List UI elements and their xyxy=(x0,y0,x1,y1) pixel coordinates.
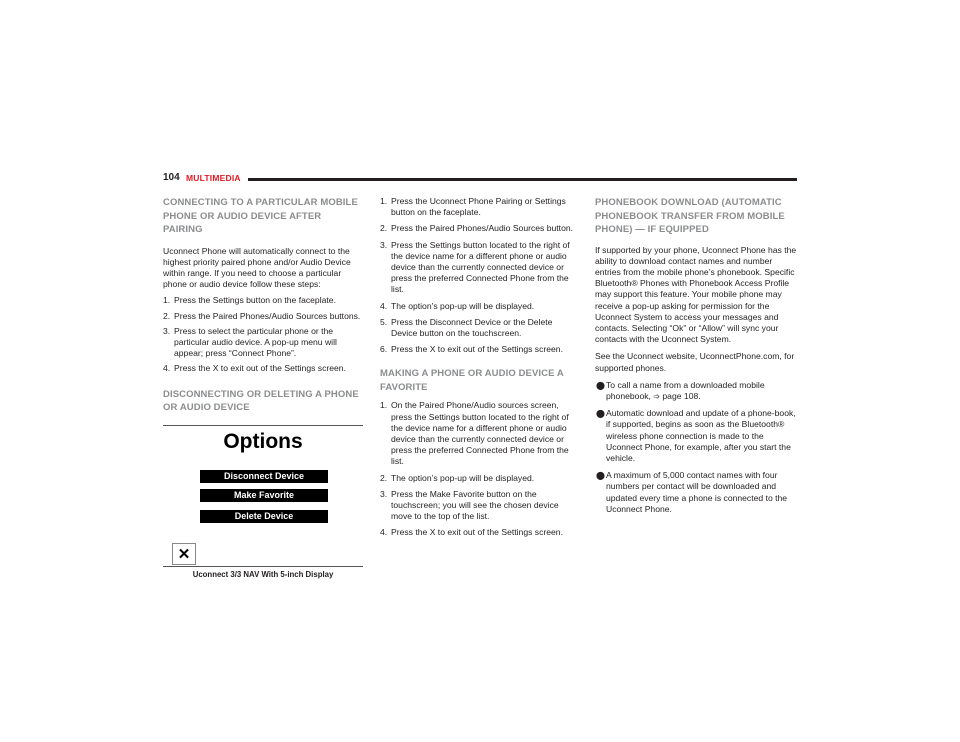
list-item: 6. Press the X to exit out of the Settings screen. xyxy=(380,344,563,355)
page-number: 104 xyxy=(163,172,180,183)
list-item: ⬤ To call a name from a downloaded mobile phonebook, ➩ page 108. xyxy=(596,379,765,401)
header-rule xyxy=(248,178,797,181)
options-figure xyxy=(163,425,363,579)
heading-disconnecting: DISCONNECTING OR DELETING A PHONE OR AUDIO DEVICE xyxy=(163,388,359,414)
list-item: 4. Press the X to exit out of the Settings screen. xyxy=(163,363,346,374)
list-item: 1. Press the Settings button on the faceplate. xyxy=(163,295,336,306)
heading-connecting: CONNECTING TO A PARTICULAR MOBILE PHONE OR AUDIO DEVICE AFTER PAIRING xyxy=(163,197,358,235)
column-3 xyxy=(595,196,797,521)
intro-paragraph: Uconnect Phone will automatically connect to the highest priority paired phone and/or Audio Device within range. If you need to choose a particular phone or audio device follow these steps: xyxy=(163,245,351,290)
column-2 xyxy=(380,196,578,539)
list-item: 5. Press the Disconnect Device or the Delete Device button on the touchscreen. xyxy=(380,316,553,339)
column-1 xyxy=(163,196,363,579)
list-item: ⬤ A maximum of 5,000 contact names with four numbers per contact will be downloaded and updated every time a phone is connected to the Uconnect Phone. xyxy=(596,470,788,514)
website-paragraph: See the Uconnect website, UconnectPhone.com, for supported phones. xyxy=(595,351,795,373)
options-title: Options xyxy=(223,429,303,453)
list-item: 4. Press the X to exit out of the Settings screen. xyxy=(380,527,563,538)
heading-phonebook: PHONEBOOK DOWNLOAD (AUTOMATIC PHONEBOOK TRANSFER FROM MOBILE PHONE) — IF EQUIPPED xyxy=(595,197,785,235)
heading-favorite: MAKING A PHONE OR AUDIO DEVICE A FAVORITE xyxy=(380,368,564,393)
options-screen xyxy=(163,425,363,567)
page-ref-link[interactable]: page 108. xyxy=(662,390,701,401)
list-item: ⬤ Automatic download and update of a phone-book, if supported, begins as soon as the Bluetooth® wireless phone connection is made to the Uconnect Phone, for example, after you start the vehicle. xyxy=(596,408,796,463)
connect-steps xyxy=(163,295,363,374)
delete-device-button[interactable]: Delete Device xyxy=(200,510,328,523)
list-item: 3. Press to select the particular phone or the particular audio device. A pop-up menu will appear; press “Connect Phone”. xyxy=(163,325,337,359)
make-favorite-button[interactable]: Make Favorite xyxy=(200,489,328,502)
page-header xyxy=(163,172,797,186)
disconnect-steps xyxy=(380,196,578,355)
list-item: 3. Press the Make Favorite button on the touchscreen; you will see the chosen device move to the top of the list. xyxy=(380,488,559,522)
figure-caption: Uconnect 3/3 NAV With 5-inch Display xyxy=(192,569,334,579)
section-name: MULTIMEDIA xyxy=(186,173,241,183)
close-icon[interactable]: ✕ xyxy=(172,543,196,565)
list-item: 1. Press the Uconnect Phone Pairing or Settings button on the faceplate. xyxy=(380,196,566,218)
page-ref-arrow-icon: ➩ xyxy=(653,391,661,401)
list-item: 2. The option’s pop-up will be displayed. xyxy=(380,472,535,483)
list-item: 1. On the Paired Phone/Audio sources screen, press the Settings button located to the right of the device name for a different phone or audio device than the currently connected device or press the preferred Connected Phone from the list. xyxy=(380,400,569,467)
list-item: 2. Press the Paired Phones/Audio Sources button. xyxy=(380,223,574,234)
list-item: 3. Press the Settings button located to the right of the device name for a different phone or audio device than the currently connected device or press the preferred Connected Phone from the list. xyxy=(380,239,570,295)
favorite-steps xyxy=(380,400,578,538)
phonebook-bullets xyxy=(595,380,797,515)
list-item: 2. Press the Paired Phones/Audio Sources buttons. xyxy=(163,310,361,321)
list-item: 4. The option’s pop-up will be displayed. xyxy=(380,300,535,311)
disconnect-device-button[interactable]: Disconnect Device xyxy=(200,470,328,483)
phonebook-paragraph: If supported by your phone, Uconnect Phone has the ability to download contact names and number entries from the mobile phone’s phonebook. Specific Bluetooth® Phones with Phonebook Access Profile may support this feature. Your mobile phone may receive a pop-up asking for permission for the Uconnect System to access your messages and contacts. Selecting “Ok” or “Allow” will sync your contacts with the Uconnect System. xyxy=(595,244,797,345)
